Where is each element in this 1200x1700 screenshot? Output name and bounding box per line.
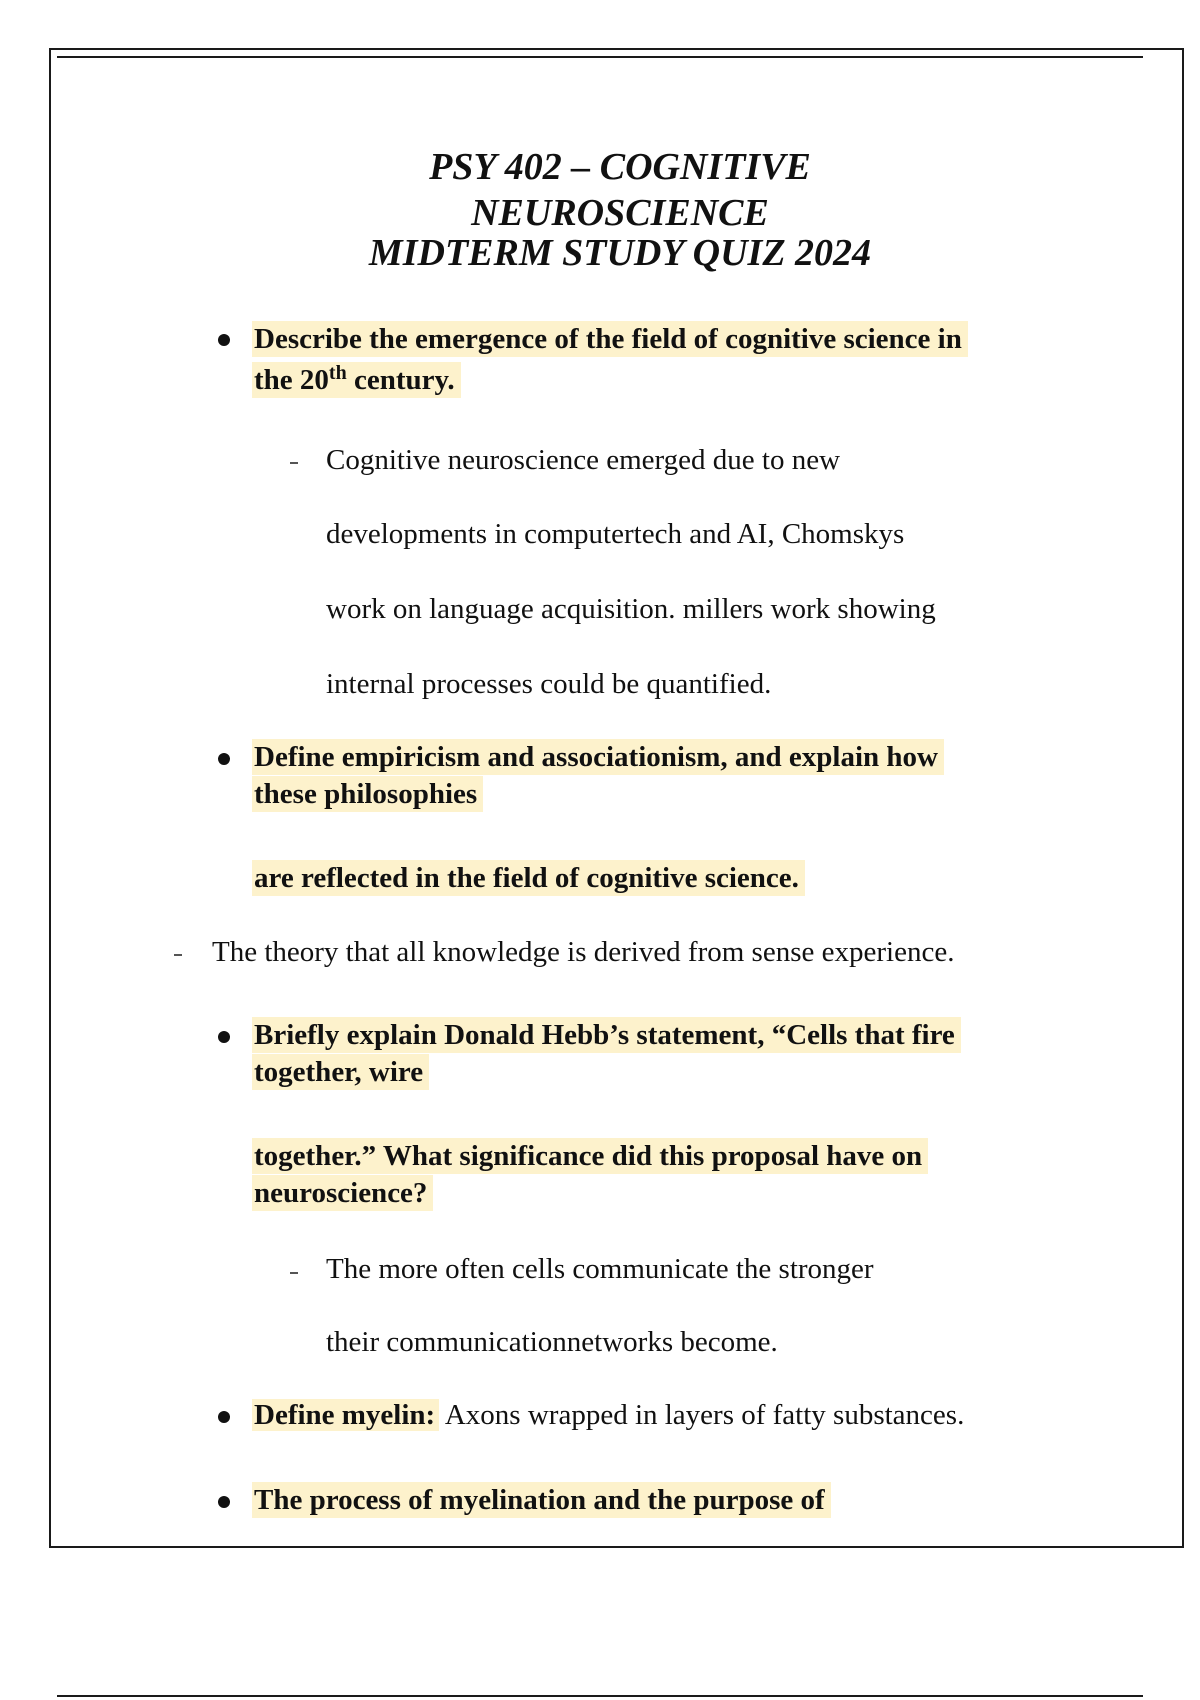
q4-label: Define myelin: — [252, 1399, 439, 1431]
q3-answer-line-1: The more often cells communicate the stronger — [326, 1253, 874, 1285]
q5-line-1: The process of myelination and the purpose of — [252, 1482, 831, 1518]
dash-icon — [290, 462, 298, 464]
q4-line — [252, 1397, 964, 1433]
q3-line-2: together, wire — [252, 1054, 429, 1090]
title-line-2: NEUROSCIENCE — [471, 192, 769, 234]
bullet-icon — [218, 753, 230, 765]
dash-icon — [174, 954, 182, 956]
q1-answer-line-2: developments in computertech and AI, Chomskys — [326, 518, 905, 550]
q1-answer-line-1: Cognitive neuroscience emerged due to new — [326, 444, 841, 476]
bullet-icon — [218, 1031, 230, 1043]
q1-line-1: Describe the emergence of the field of cognitive science in — [252, 321, 968, 357]
bullet-icon — [218, 1496, 230, 1508]
q2-answer: The theory that all knowledge is derived from sense experience. — [212, 936, 955, 968]
dash-icon — [290, 1272, 298, 1274]
q3-line-3: together.” What significance did this proposal have on — [252, 1138, 928, 1174]
bottom-rule — [57, 1695, 1143, 1697]
bullet-icon — [218, 334, 230, 346]
q4-answer: Axons wrapped in layers of fatty substances. — [439, 1399, 965, 1431]
title-line-3: MIDTERM STUDY QUIZ 2024 — [368, 232, 872, 274]
q3-line-1: Briefly explain Donald Hebb’s statement, “Cells that fire — [252, 1017, 961, 1053]
q2-line-3: are reflected in the field of cognitive science. — [252, 860, 805, 896]
bullet-icon — [218, 1411, 230, 1423]
q2-line-1: Define empiricism and associationism, and explain how — [252, 739, 944, 775]
q1-answer-line-3: work on language acquisition. millers work showing — [326, 593, 936, 625]
q3-line-4: neuroscience? — [252, 1175, 433, 1211]
q1-answer-line-4: internal processes could be quantified. — [326, 668, 772, 700]
q2-line-2: these philosophies — [252, 776, 483, 812]
q1-line-2: the 20th century. — [252, 362, 461, 398]
title-line-1: PSY 402 – COGNITIVE — [429, 146, 811, 188]
q3-answer-line-2: their communicationnetworks become. — [326, 1326, 778, 1358]
